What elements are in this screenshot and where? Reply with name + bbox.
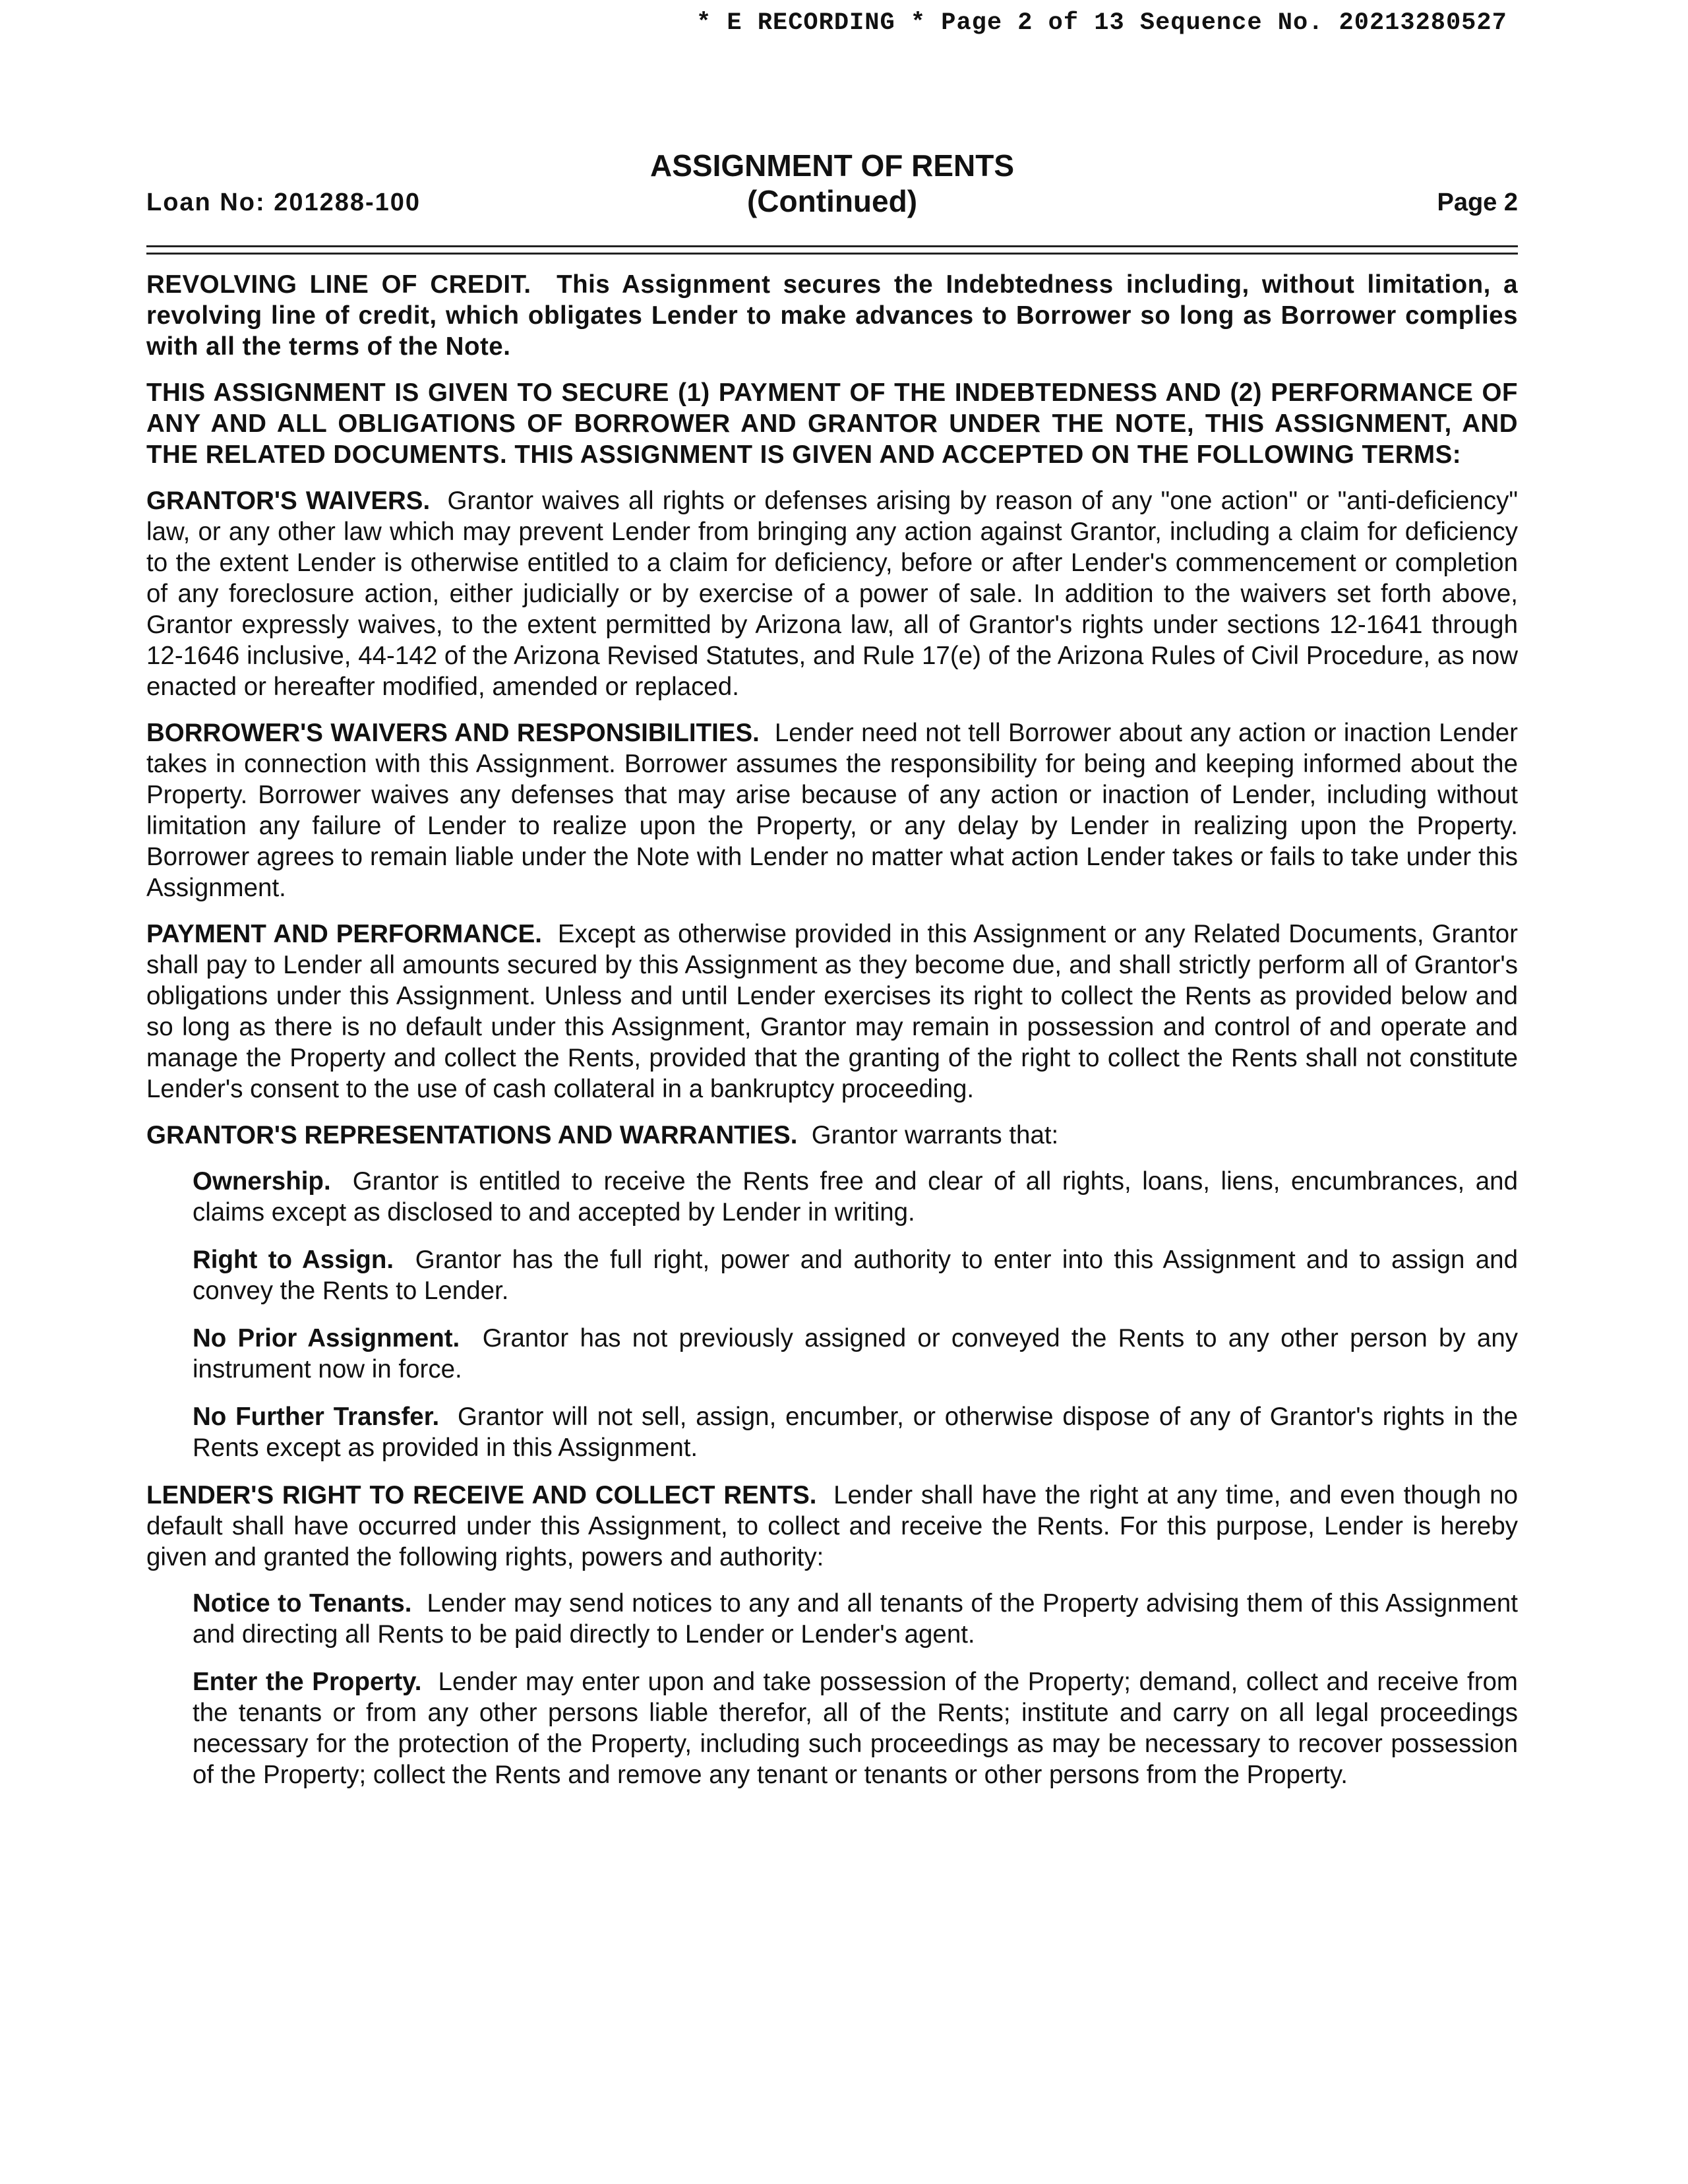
section-borrowers-waivers	[146, 717, 1518, 903]
subsection-right-to-assign	[193, 1244, 1518, 1306]
section-heading: PAYMENT AND PERFORMANCE.	[146, 920, 543, 948]
header-rule-bottom	[146, 253, 1518, 255]
subsection-heading: Enter the Property.	[193, 1668, 422, 1696]
section-revolving-line-of-credit	[146, 269, 1518, 362]
section-text: Grantor warrants that:	[811, 1121, 1059, 1149]
subsection-no-prior-assignment	[193, 1323, 1518, 1385]
page-number: Page 2	[1437, 189, 1518, 216]
document-body	[146, 269, 1518, 1807]
section-text: Lender shall have the right at any time, and even though no default shall have occurred under this Assignment, to collect and receive the Rents. For this purpose, Lender is hereby given and granted the following rights, powers and authority:	[146, 1481, 1518, 1571]
section-representations-and-warranties	[146, 1120, 1518, 1151]
section-text: This Assignment secures the Indebtedness including, without limitation, a revolving line of credit, which obligates Lender to make advances to Borrower so long as Borrower complies with all the terms of the Note.	[146, 270, 1518, 361]
subsection-text: Lender may send notices to any and all tenants of the Property advising them of this Assignment and directing all Rents to be paid directly to Lender or Lender's agent.	[193, 1589, 1518, 1649]
subsection-no-further-transfer	[193, 1401, 1518, 1463]
section-heading: GRANTOR'S REPRESENTATIONS AND WARRANTIES.	[146, 1121, 798, 1149]
title-line-1: ASSIGNMENT OF RENTS	[649, 148, 1015, 183]
subsection-heading: Ownership.	[193, 1167, 331, 1196]
recording-stamp: * E RECORDING * Page 2 of 13 Sequence No. 20213280527	[696, 9, 1507, 37]
section-lenders-right-to-collect-rents	[146, 1480, 1518, 1573]
document-header	[146, 148, 1518, 224]
section-text: Lender need not tell Borrower about any action or inaction Lender takes in connection with this Assignment. Borrower assumes the responsibility for being and keeping informed about the Property. Borrower waives any defenses that may arise because of any action or inaction of Lender, including without limitation any failure of Lender to realize upon the Property, or any delay by Lender in realizing upon the Property. Borrower agrees to remain liable under the Note with Lender no matter what action Lender takes or fails to take under this Assignment.	[146, 719, 1518, 902]
header-rule-top	[146, 245, 1518, 247]
section-heading: GRANTOR'S WAIVERS.	[146, 487, 431, 515]
subsection-ownership	[193, 1166, 1518, 1228]
subsection-heading: No Further Transfer.	[193, 1403, 440, 1431]
section-heading: BORROWER'S WAIVERS AND RESPONSIBILITIES.	[146, 719, 760, 747]
section-text: Grantor waives all rights or defenses arising by reason of any "one action" or "anti-deficiency" law, or any other law which may prevent Lender from bringing any action against Grantor, including a claim for deficiency to the extent Lender is otherwise entitled to a claim for deficiency, before or after Lender's commencement or completion of any foreclosure action, either judicially or by exercise of a power of sale. In addition to the waivers set forth above, Grantor expressly waives, to the extent permitted by Arizona law, all of Grantor's rights under sections 12-1641 through 12-1646 inclusive, 44-142 of the Arizona Revised Statutes, and Rule 17(e) of the Arizona Rules of Civil Procedure, as now enacted or hereafter modified, amended or replaced.	[146, 487, 1518, 701]
subsection-text: Grantor has the full right, power and authority to enter into this Assignment and to assign and convey the Rents to Lender.	[193, 1246, 1518, 1305]
section-text: THIS ASSIGNMENT IS GIVEN TO SECURE (1) PAYMENT OF THE INDEBTEDNESS AND (2) PERFORMANCE OF ANY AND ALL OBLIGATIONS OF BORROWER AND GRANTOR UNDER THE NOTE, THIS ASSIGNMENT, AND THE RELATED DOCUMENTS. THIS ASSIGNMENT IS GIVEN AND ACCEPTED ON THE FOLLOWING TERMS:	[146, 379, 1518, 469]
section-grantors-waivers	[146, 485, 1518, 702]
subsection-notice-to-tenants	[193, 1588, 1518, 1650]
subsection-enter-the-property	[193, 1666, 1518, 1790]
section-payment-and-performance	[146, 919, 1518, 1105]
loan-number: Loan No: 201288-100	[146, 189, 421, 216]
subsection-heading: Right to Assign.	[193, 1246, 394, 1274]
subsection-text: Grantor will not sell, assign, encumber, or otherwise dispose of any of Grantor's rights in the Rents except as provided in this Assignment.	[193, 1403, 1518, 1462]
title-line-2: (Continued)	[746, 184, 918, 218]
section-security-statement	[146, 377, 1518, 470]
section-heading: LENDER'S RIGHT TO RECEIVE AND COLLECT RENTS.	[146, 1481, 817, 1509]
subsection-heading: No Prior Assignment.	[193, 1324, 460, 1352]
subsection-text: Lender may enter upon and take possession of the Property; demand, collect and receive from the tenants or from any other persons liable therefor, all of the Rents; institute and carry on all legal proceedings necessary for the protection of the Property, including such proceedings as may be necessary to recover possession of the Property; collect the Rents and remove any tenant or tenants or other persons from the Property.	[193, 1668, 1519, 1789]
section-text: Except as otherwise provided in this Assignment or any Related Documents, Grantor shall pay to Lender all amounts secured by this Assignment as they become due, and shall strictly perform all of Grantor's obligations under this Assignment. Unless and until Lender exercises its right to collect the Rents as provided below and so long as there is no default under this Assignment, Grantor may remain in possession and control of and operate and manage the Property and collect the Rents, provided that the granting of the right to collect the Rents shall not constitute Lender's consent to the use of cash collateral in a bankruptcy proceeding.	[146, 920, 1518, 1103]
subsection-text: Grantor is entitled to receive the Rents free and clear of all rights, loans, liens, encumbrances, and claims except as disclosed to and accepted by Lender in writing.	[193, 1167, 1518, 1227]
section-heading: REVOLVING LINE OF CREDIT.	[146, 270, 531, 299]
subsection-text: Grantor has not previously assigned or conveyed the Rents to any other person by any instrument now in force.	[193, 1324, 1518, 1383]
subsection-heading: Notice to Tenants.	[193, 1589, 412, 1618]
